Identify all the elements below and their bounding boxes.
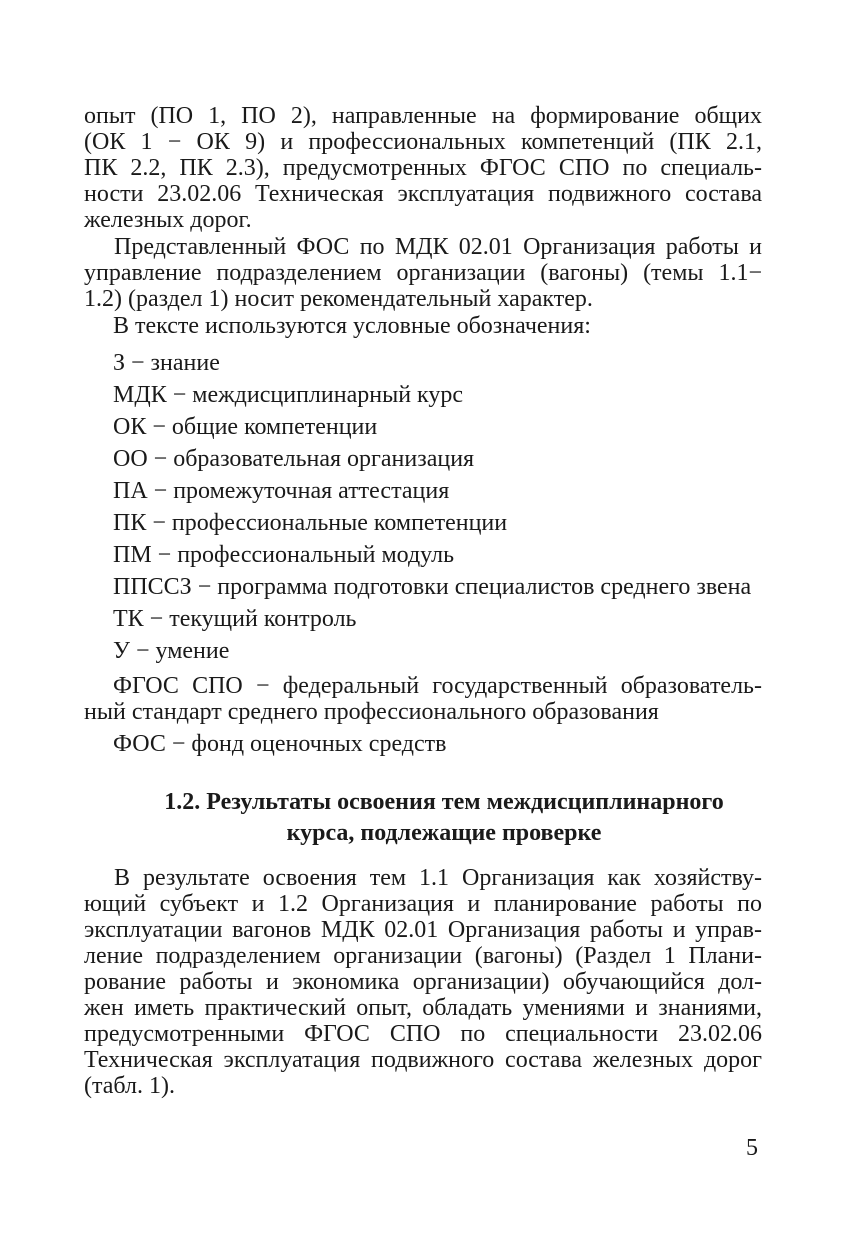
text-line: железных дорог.: [84, 207, 252, 233]
abbreviation-item: ПК − профессиональные компетенции: [113, 510, 508, 536]
text-line: эксплуатации вагонов МДК 02.01 Организация работы и управ-: [84, 917, 762, 943]
text-line: ление подразделением организации (вагоны) (Раздел 1 Плани-: [84, 943, 762, 969]
text-line: В результате освоения тем 1.1 Организация как хозяйству-: [114, 865, 762, 891]
text-line: опыт (ПО 1, ПО 2), направленные на формирование общих: [84, 103, 762, 129]
fos-paragraph: [84, 234, 762, 312]
text-line: (табл. 1).: [84, 1073, 176, 1099]
text-line: ности 23.02.06 Техническая эксплуатация подвижного состава: [84, 181, 762, 207]
abbreviation-item: ФОС − фонд оценочных средств: [113, 731, 447, 757]
section-heading: [84, 787, 804, 849]
text-line: Техническая эксплуатация подвижного состава железных дорог: [84, 1047, 762, 1073]
text-line: ющий субъект и 1.2 Организация и планирование работы по: [84, 891, 762, 917]
abbreviation-item: МДК − междисциплинарный курс: [113, 382, 464, 408]
text-line: рование работы и экономика организации) обучающийся дол-: [84, 969, 762, 995]
text-line: ПК 2.2, ПК 2.3), предусмотренных ФГОС СПО по специаль-: [84, 155, 762, 181]
intro-paragraph: [84, 103, 762, 233]
abbreviation-item: З − знание: [113, 350, 220, 376]
abbreviation-item: ТК − текущий контроль: [113, 606, 357, 632]
abbreviation-item: ПМ − профессиональный модуль: [113, 542, 455, 568]
results-paragraph: [84, 865, 762, 1099]
text-line: ный стандарт среднего профессионального образования: [84, 699, 659, 725]
text-line: (ОК 1 − ОК 9) и профессиональных компетенций (ПК 2.1,: [84, 129, 762, 155]
abbreviation-item-fgos: [84, 673, 762, 725]
text-line: жен иметь практический опыт, обладать умениями и знаниями,: [84, 995, 762, 1021]
abbreviation-item: ППССЗ − программа подготовки специалистов среднего звена: [113, 574, 752, 600]
abbreviation-item: ОО − образовательная организация: [113, 446, 475, 472]
abbreviation-item: ПА − промежуточная аттестация: [113, 478, 450, 504]
text-line: Представленный ФОС по МДК 02.01 Организация работы и: [114, 234, 762, 260]
text-line: предусмотренными ФГОС СПО по специальности 23.02.06: [84, 1021, 762, 1047]
text-line: 1.2) (раздел 1) носит рекомендательный характер.: [84, 286, 593, 312]
abbreviation-item: У − умение: [113, 638, 230, 664]
abbreviation-item: ОК − общие компетенции: [113, 414, 378, 440]
heading-line: курса, подлежащие проверке: [286, 820, 602, 846]
text-line: ФГОС СПО − федеральный государственный образователь-: [113, 673, 762, 699]
heading-line: 1.2. Результаты освоения тем междисциплинарного: [164, 789, 724, 815]
page-number: 5: [746, 1135, 758, 1161]
text-line: управление подразделением организации (вагоны) (темы 1.1−: [84, 260, 762, 286]
abbreviations-intro: В тексте используются условные обозначения:: [113, 313, 591, 339]
